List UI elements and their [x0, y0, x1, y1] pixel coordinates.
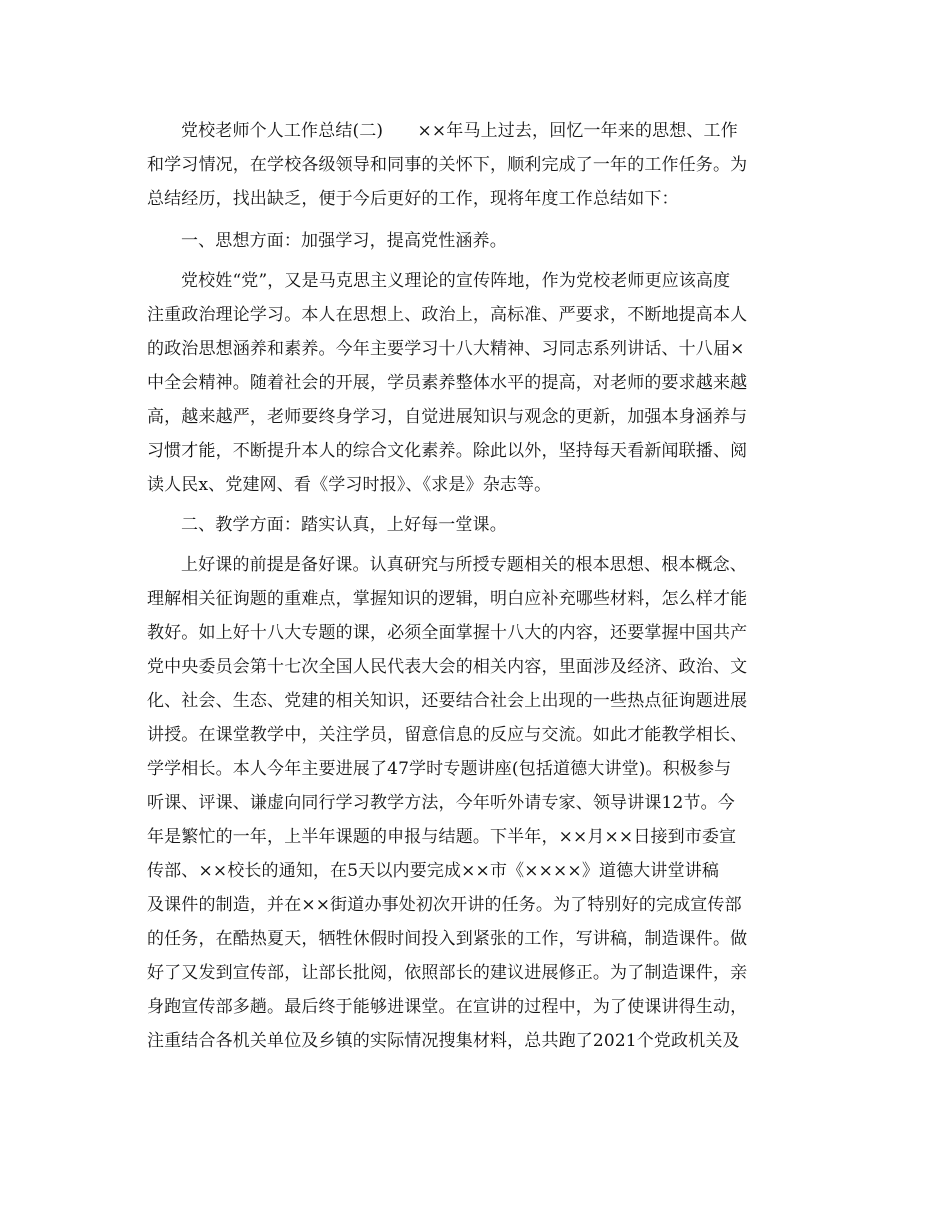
intro-line: 和学习情况，在学校各级领导和同事的关怀下，顺利完成了一年的工作任务。为: [147, 155, 748, 175]
doc-title-and-intro-line: 党校老师个人工作总结(二) ××年马上过去，回忆一年来的思想、工作: [181, 121, 738, 141]
paragraph-line: 读人民x、党建网、看《学习时报》、《求是》杂志等。: [147, 475, 552, 495]
paragraph-line: 学学相长。本人今年主要进展了47学时专题讲座(包括道德大讲堂)。积极参与: [147, 759, 732, 779]
section-heading-teaching: 二、教学方面：踏实认真，上好每一堂课。: [181, 515, 507, 535]
paragraph-line: 的任务，在酷热夏天，牺牲休假时间投入到紧张的工作，写讲稿，制造课件。做: [147, 929, 748, 949]
paragraph-line: 的政治思想涵养和素养。今年主要学习十八大精神、习同志系列讲话、十八届×: [147, 339, 745, 359]
paragraph-line: 听课、评课、谦虚向同行学习教学方法，今年听外请专家、领导讲课12节。今: [147, 793, 735, 813]
paragraph-line: 身跑宣传部多趟。最后终于能够进课堂。在宣讲的过程中，为了使课讲得生动，: [147, 997, 748, 1017]
paragraph-line: 及课件的制造，并在××街道办事处初次开讲的任务。为了特别好的完成宣传部: [147, 895, 742, 915]
paragraph-line: 教好。如上好十八大专题的课，必须全面掌握十八大的内容，还要掌握中国共产: [147, 623, 748, 643]
paragraph-line: 中全会精神。随着社会的开展，学员素养整体水平的提高，对老师的要求越来越: [147, 373, 748, 393]
paragraph-line: 好了又发到宣传部，让部长批阅，依照部长的建议进展修正。为了制造课件，亲: [147, 963, 748, 983]
paragraph-line: 化、社会、生态、党建的相关知识，还要结合社会上出现的一些热点征询题进展: [147, 691, 748, 711]
section-heading-ideology: 一、思想方面：加强学习，提高党性涵养。: [181, 231, 507, 251]
paragraph-line: 上好课的前提是备好课。认真研究与所授专题相关的根本思想、根本概念、: [181, 555, 747, 575]
paragraph-line: 高，越来越严，老师要终身学习，自觉进展知识与观念的更新，加强本身涵养与: [147, 407, 748, 427]
paragraph-line: 习惯才能，不断提升本人的综合文化素养。除此以外，坚持每天看新闻联播、阅: [147, 441, 748, 461]
paragraph-line: 注重结合各机关单位及乡镇的实际情况搜集材料，总共跑了2021个党政机关及: [147, 1031, 740, 1051]
paragraph-line: 传部、××校长的通知，在5天以内要完成××市《××××》道德大讲堂讲稿: [147, 861, 720, 881]
paragraph-line: 党校姓“党”，又是马克思主义理论的宣传阵地，作为党校老师更应该高度: [181, 271, 731, 291]
paragraph-line: 年是繁忙的一年，上半年课题的申报与结题。下半年，××月××日接到市委宣: [147, 827, 737, 847]
paragraph-line: 党中央委员会第十七次全国人民代表大会的相关内容，里面涉及经济、政治、文: [147, 657, 748, 677]
intro-line: 总结经历，找出缺乏，便于今后更好的工作，现将年度工作总结如下：: [147, 189, 679, 209]
paragraph-line: 讲授。在课堂教学中，关注学员，留意信息的反应与交流。如此才能教学相长、: [147, 725, 748, 745]
paragraph-line: 理解相关征询题的重难点，掌握知识的逻辑，明白应补充哪些材料，怎么样才能: [147, 589, 748, 609]
paragraph-line: 注重政治理论学习。本人在思想上、政治上，高标准、严要求，不断地提高本人: [147, 305, 748, 325]
